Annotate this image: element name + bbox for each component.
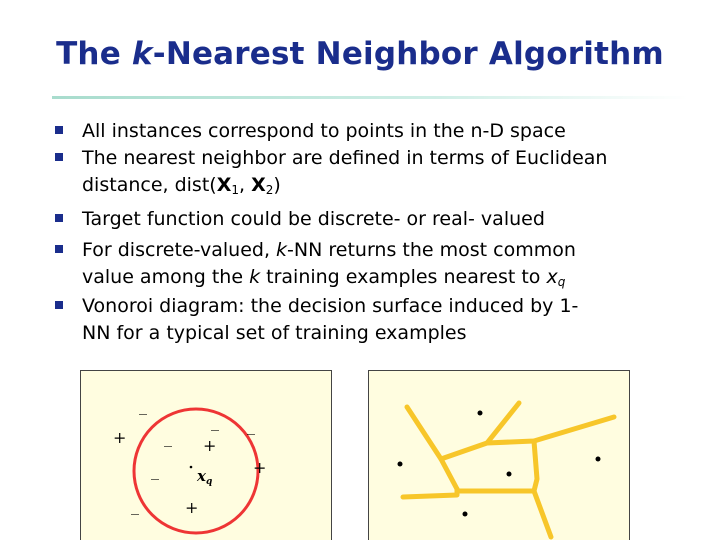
positive-example: + bbox=[113, 428, 127, 447]
training-point bbox=[596, 457, 601, 462]
bullet-1: All instances correspond to points in the n-D space bbox=[82, 120, 566, 142]
bullet-3: Target function could be discrete- or real- valued bbox=[82, 208, 545, 230]
voronoi-edges bbox=[403, 403, 614, 537]
negative-example: _ bbox=[131, 496, 139, 515]
bullet-square-icon bbox=[55, 126, 63, 134]
voronoi-edge bbox=[534, 441, 537, 491]
title-k: k bbox=[131, 36, 153, 72]
bullet-square-icon bbox=[55, 245, 63, 253]
bullet-4: For discrete-valued, k-NN returns the most common bbox=[82, 239, 576, 261]
negative-example: _ bbox=[139, 396, 147, 415]
positive-example: + bbox=[203, 436, 217, 455]
voronoi-edge bbox=[441, 459, 457, 489]
voronoi-edge bbox=[534, 491, 551, 537]
slide-title: The k-Nearest Neighbor Algorithm bbox=[56, 36, 664, 72]
negative-example: _ bbox=[151, 461, 159, 480]
negative-example: _ bbox=[211, 412, 219, 431]
training-point bbox=[478, 411, 483, 416]
training-point bbox=[507, 472, 512, 477]
voronoi-diagram bbox=[369, 371, 631, 541]
training-point bbox=[463, 512, 468, 517]
negative-example: _ bbox=[247, 416, 255, 435]
query-point bbox=[190, 466, 193, 469]
negative-example: _ bbox=[164, 428, 172, 447]
bullet-square-icon bbox=[55, 153, 63, 161]
bullet-5: Vonoroi diagram: the decision surface induced by 1- bbox=[82, 295, 579, 317]
bullet-square-icon bbox=[55, 301, 63, 309]
voronoi-panel bbox=[368, 370, 630, 540]
positive-example: + bbox=[253, 458, 267, 477]
training-point bbox=[398, 462, 403, 467]
knn-example-diagram bbox=[81, 371, 333, 541]
voronoi-edge bbox=[403, 489, 457, 497]
query-label: $x_q$ bbox=[197, 467, 213, 487]
bullet-2-cont: distance, $dist(X_1$, $X_2$) bbox=[82, 174, 281, 197]
voronoi-edge bbox=[407, 403, 519, 459]
bullet-5-cont: NN for a typical set of training examples bbox=[82, 322, 467, 344]
bullet-4-cont: value among the k training examples nearest to $x_q$ bbox=[82, 266, 566, 289]
bullet-square-icon bbox=[55, 214, 63, 222]
bullet-2: The nearest neighbor are defined in terms of Euclidean bbox=[82, 147, 608, 169]
positive-example: + bbox=[185, 498, 199, 517]
knn-example-panel bbox=[80, 370, 332, 540]
